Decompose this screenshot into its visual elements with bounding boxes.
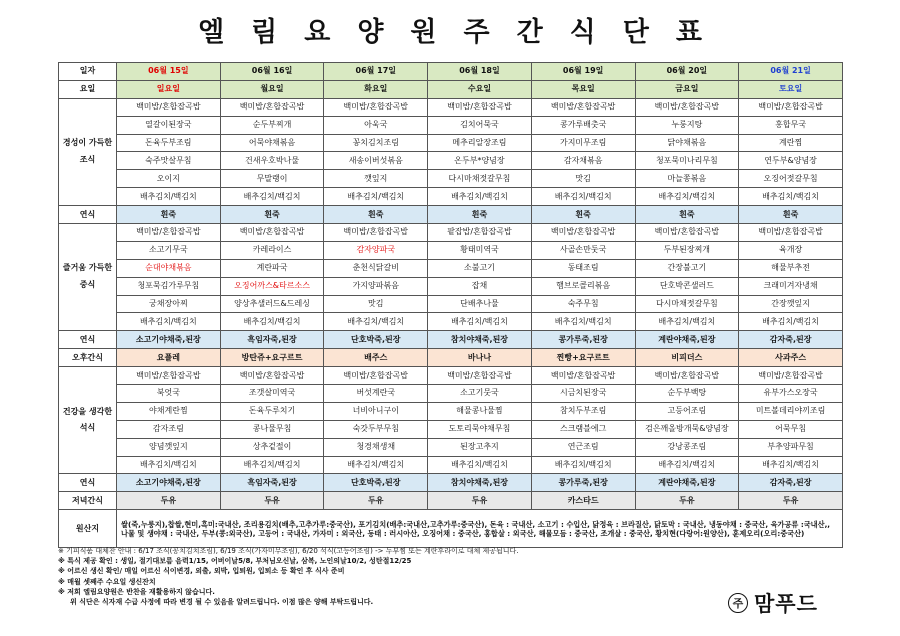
menu-item: 양상추샐러드&드레싱 [220,295,324,313]
menu-item: 단호박콘샐러드 [635,277,739,295]
logo-mark: 주 [728,593,748,613]
porridge-item: 참치야채죽,된장 [428,474,532,492]
menu-item: 배추김치/백김치 [324,313,428,331]
menu-item: 백미밥/혼합잡곡밥 [739,224,843,242]
menu-item: 연근조림 [531,438,635,456]
menu-item: 백미밥/혼합잡곡밥 [428,98,532,116]
porridge-item: 흰죽 [531,206,635,224]
menu-item: 연두부&양념장 [739,152,843,170]
pm-snack-item: 배주스 [324,349,428,367]
menu-item: 배추김치/백김치 [220,313,324,331]
pm-snack-item: 바나나 [428,349,532,367]
menu-item: 다시마채젓갈무침 [635,295,739,313]
day-cell: 화요일 [324,80,428,98]
menu-item: 배추김치/백김치 [635,313,739,331]
menu-item: 김치어묵국 [428,116,532,134]
date-cell: 06월 17일 [324,63,428,81]
menu-item: 새송이버섯볶음 [324,152,428,170]
note-special-meal: ※ 특식 제공 확인 : 생일, 절기대보름 음력1/15, 어버이날5/8, 부처님오신날, 삼복, 노인의날10/2, 성탄절12/25 [58,557,412,566]
menu-item: 백미밥/혼합잡곡밥 [117,98,221,116]
evening-snack-item: 두유 [324,492,428,510]
menu-item: 청경채생채 [324,438,428,456]
menu-item: 백미밥/혼합잡곡밥 [635,98,739,116]
day-cell: 월요일 [220,80,324,98]
menu-item: 백미밥/혼합잡곡밥 [531,98,635,116]
menu-item: 미트볼데리야끼조림 [739,402,843,420]
date-cell: 06월 18일 [428,63,532,81]
menu-item: 춘천식닭갈비 [324,259,428,277]
menu-item: 콩나물무침 [220,420,324,438]
menu-item: 꽁치김치조림 [324,134,428,152]
menu-item: 어묵무침 [739,420,843,438]
lunch-label: 즐거움 가득한 중식 [59,224,117,331]
day-label: 요일 [59,80,117,98]
menu-item: 백미밥/혼합잡곡밥 [220,224,324,242]
evening-snack-row [59,492,843,510]
menu-item: 잡채 [428,277,532,295]
porridge-item: 소고기야채죽,된장 [117,474,221,492]
menu-item: 황태미역국 [428,241,532,259]
porridge-item: 흰죽 [428,206,532,224]
menu-item: 소고기뭇국 [428,385,532,403]
menu-item: 배추김치/백김치 [324,188,428,206]
menu-item: 청포묵김가루무침 [117,277,221,295]
menu-item: 숙주맛살무침 [117,152,221,170]
pm-snack-label: 오후간식 [59,349,117,367]
menu-item: 백미밥/혼합잡곡밥 [739,367,843,385]
menu-item: 배추김치/백김치 [739,456,843,474]
dinner-label: 건강을 생각한 석식 [59,367,117,474]
date-cell: 06월 20일 [635,63,739,81]
menu-item: 배추김치/백김치 [531,188,635,206]
menu-item: 스크램블에그 [531,420,635,438]
menu-item: 메추리알장조림 [428,134,532,152]
menu-item: 마늘쫑볶음 [635,170,739,188]
porridge-item: 흰죽 [739,206,843,224]
menu-item: 백미밥/혼합잡곡밥 [739,98,843,116]
menu-item: 강낭콩조림 [635,438,739,456]
day-cell: 목요일 [531,80,635,98]
menu-item: 배추김치/백김치 [531,456,635,474]
evening-snack-item: 두유 [117,492,221,510]
menu-item: 아욱국 [324,116,428,134]
pm-snack-item: 비피더스 [635,349,739,367]
menu-item: 팥잡밥/혼합잡곡밥 [428,224,532,242]
menu-item: 검은깨올방개묵&양념장 [635,420,739,438]
pm-snack-item: 방탄쥬+요구르트 [220,349,324,367]
menu-item: 백미밥/혼합잡곡밥 [531,224,635,242]
menu-item: 닭야채볶음 [635,134,739,152]
porridge-item: 흰죽 [117,206,221,224]
note-birthday-party: ※ 매월 셋째주 수요일 생신잔치 [58,577,156,586]
menu-item: 간장불고기 [635,259,739,277]
menu-item: 백미밥/혼합잡곡밥 [531,367,635,385]
dinner-row [59,456,843,474]
porridge-item: 감자죽,된장 [739,331,843,349]
menu-item: 감자조림 [117,420,221,438]
menu-item: 백미밥/혼합잡곡밥 [635,224,739,242]
porridge-row [59,474,843,492]
porridge-item: 감자죽,된장 [739,474,843,492]
menu-item: 숙갓두부무침 [324,420,428,438]
menu-item: 오징어젓갈무침 [739,170,843,188]
menu-item: 순두부찌개 [220,116,324,134]
origin-text: 쌀(죽,누룽지),찹쌀,현미,흑미:국내산, 조리용김치(배추,고추가루:중국산), 포기김치(배추:국내산,고추가루:중국산), 돈육 : 국내산, 소고기 : 수입산, 닭정육 : 브라질산, 닭토막 : 국내산, 냉동야채 : 중국산, 육가공류 :국내산,, 나물 및 생야채 : 국내산, 두부(콩:외국산), 고등어 : 국내산, 가자미 : 외국산, 동태 : 러시아산, 오징어채 : 중국산, 홍합살 : 외국산, 해물모듬 : 중국산, 조개살 : 중국산, 황치현(다랑어:원양산), 훈제오리(오리:중국산) [117,510,843,548]
menu-item: 배추김치/백김치 [117,313,221,331]
menu-item: 백미밥/혼합잡곡밥 [220,98,324,116]
day-cell: 일요일 [117,80,221,98]
menu-item: 가지양파볶음 [324,277,428,295]
menu-item: 오징어까스&타르소스 [220,277,324,295]
menu-item: 맛김 [531,170,635,188]
dinner-row [59,420,843,438]
menu-item: 오이지 [117,170,221,188]
menu-item: 배추김치/백김치 [324,456,428,474]
notes-section [58,546,698,607]
pm-snack-item: 찐빵+요구르트 [531,349,635,367]
porridge-item: 흑임자죽,된장 [220,331,324,349]
page-title: 엘림요양원주간식단표 [198,17,729,48]
menu-item: 부추양파무침 [739,438,843,456]
evening-snack-item: 두유 [220,492,324,510]
menu-item: 건새우호박나물 [220,152,324,170]
evening-snack-item: 두유 [635,492,739,510]
menu-item: 백미밥/혼합잡곡밥 [324,224,428,242]
menu-item: 참치두부조림 [531,402,635,420]
date-cell: 06월 16일 [220,63,324,81]
breakfast-label: 경성이 가득한 조식 [59,98,117,205]
menu-item: 너비아니구이 [324,402,428,420]
menu-item: 계란찜 [739,134,843,152]
weekly-menu-table [58,62,843,548]
menu-item: 사골손만둣국 [531,241,635,259]
menu-item: 배추김치/백김치 [117,456,221,474]
note-change-notice: 위 식단은 식자재 수급 사정에 따라 변경 될 수 있음을 알려드립니다. 이점 많은 양해 부탁드립니다. [70,598,374,607]
menu-item: 청포묵미나리무침 [635,152,739,170]
porridge-row [59,331,843,349]
date-label: 일자 [59,63,117,81]
menu-item: 해물부추전 [739,259,843,277]
menu-item: 단배추나물 [428,295,532,313]
note-no-reuse: ※ 저희 엘림요양원은 반찬을 재활용하지 않습니다. [58,587,215,596]
menu-item: 시금치된장국 [531,385,635,403]
menu-item: 두부된장찌개 [635,241,739,259]
menu-item: 카레라이스 [220,241,324,259]
menu-item: 배추김치/백김치 [739,188,843,206]
menu-item: 홍합무국 [739,116,843,134]
porridge-item: 계란야채죽,된장 [635,474,739,492]
menu-item: 무말랭이 [220,170,324,188]
menu-item: 돈육두부조림 [117,134,221,152]
evening-snack-label: 저녁간식 [59,492,117,510]
menu-item: 백미밥/혼합잡곡밥 [324,367,428,385]
menu-item: 소고기무국 [117,241,221,259]
menu-item: 백미밥/혼합잡곡밥 [117,367,221,385]
menu-item: 배추김치/백김치 [428,188,532,206]
menu-item: 된장고추지 [428,438,532,456]
breakfast-row [59,170,843,188]
menu-item: 순두부백탕 [635,385,739,403]
porridge-label: 연식 [59,474,117,492]
breakfast-row [59,152,843,170]
menu-item: 백미밥/혼합잡곡밥 [220,367,324,385]
breakfast-row [59,188,843,206]
menu-item: 어묵야채볶음 [220,134,324,152]
menu-item: 북엇국 [117,385,221,403]
porridge-item: 흑임자죽,된장 [220,474,324,492]
menu-item: 콩가루배춧국 [531,116,635,134]
porridge-item: 콩가루죽,된장 [531,331,635,349]
breakfast-row [59,116,843,134]
lunch-row [59,313,843,331]
mamfood-logo [728,586,838,620]
porridge-item: 흰죽 [220,206,324,224]
day-cell: 금요일 [635,80,739,98]
menu-item: 배추김치/백김치 [635,188,739,206]
porridge-item: 계란야채죽,된장 [635,331,739,349]
day-row [59,80,843,98]
porridge-label: 연식 [59,331,117,349]
menu-item: 배추김치/백김치 [220,188,324,206]
evening-snack-item: 두유 [428,492,532,510]
menu-item: 백미밥/혼합잡곡밥 [635,367,739,385]
menu-item: 순대야채볶음 [117,259,221,277]
menu-item: 백미밥/혼합잡곡밥 [117,224,221,242]
lunch-row [59,277,843,295]
menu-item: 간장깻잎지 [739,295,843,313]
menu-item: 다시마채젓갈무침 [428,170,532,188]
menu-item: 누룽지탕 [635,116,739,134]
dinner-row [59,367,843,385]
porridge-item: 단호박죽,된장 [324,474,428,492]
menu-item: 햄브로콜리볶음 [531,277,635,295]
menu-item: 가지미무조림 [531,134,635,152]
menu-item: 궁채장아찌 [117,295,221,313]
menu-item: 온두부*양념장 [428,152,532,170]
date-row [59,63,843,81]
porridge-item: 흰죽 [324,206,428,224]
menu-item: 버섯계란국 [324,385,428,403]
menu-item: 숙주무침 [531,295,635,313]
menu-item: 배추김치/백김치 [635,456,739,474]
menu-item: 감자채볶음 [531,152,635,170]
porridge-label: 연식 [59,206,117,224]
porridge-item: 단호박죽,된장 [324,331,428,349]
porridge-item: 흰죽 [635,206,739,224]
menu-item: 열갈이된장국 [117,116,221,134]
porridge-item: 소고기야채죽,된장 [117,331,221,349]
menu-item: 고등어조림 [635,402,739,420]
lunch-row [59,241,843,259]
menu-item: 배추김치/백김치 [531,313,635,331]
evening-snack-item: 두유 [739,492,843,510]
menu-item: 맛김 [324,295,428,313]
day-cell: 토요일 [739,80,843,98]
lunch-row [59,295,843,313]
date-cell: 06월 19일 [531,63,635,81]
pm-snack-row [59,349,843,367]
menu-item: 배추김치/백김치 [428,313,532,331]
menu-item: 양념깻잎지 [117,438,221,456]
menu-item: 배추김치/백김치 [117,188,221,206]
menu-item: 소불고기 [428,259,532,277]
note-substitute: ※ 기피식품 대체찬 안내 : 6/17 조식(꽁치김치조림), 6/19 조식(가자미무조림), 6/20 석식(고등어조림) -> 두부찜 또는 계란후라이로 대체 제공됩니다. [58,547,519,555]
origin-row [59,510,843,548]
menu-item: 도토리묵야채무침 [428,420,532,438]
origin-label: 원산지 [59,510,117,548]
porridge-item: 참치야채죽,된장 [428,331,532,349]
breakfast-row [59,98,843,116]
menu-item: 상추겉절이 [220,438,324,456]
logo-name: 맘푸드 [754,592,818,616]
menu-item: 백미밥/혼합잡곡밥 [324,98,428,116]
pm-snack-item: 요플레 [117,349,221,367]
dinner-row [59,385,843,403]
lunch-row [59,259,843,277]
dinner-row [59,402,843,420]
date-cell: 06월 15일 [117,63,221,81]
menu-item: 배추김치/백김치 [739,313,843,331]
porridge-row [59,206,843,224]
menu-item: 배추김치/백김치 [220,456,324,474]
menu-item: 감자양파국 [324,241,428,259]
breakfast-row [59,134,843,152]
porridge-item: 콩가루죽,된장 [531,474,635,492]
menu-item: 조갯살미역국 [220,385,324,403]
menu-item: 돈육두루치기 [220,402,324,420]
menu-item: 유부가스오장국 [739,385,843,403]
lunch-row [59,224,843,242]
evening-snack-item: 카스타드 [531,492,635,510]
note-birthday-check: ※ 어르신 생신 확인/ 매일 어르신 식이변경, 외출, 외박, 입퇴원, 입퇴소 등 확인 후 식사 준비 [58,567,345,576]
pm-snack-item: 사과주스 [739,349,843,367]
menu-item: 해물콩나물찜 [428,402,532,420]
menu-item: 배추김치/백김치 [428,456,532,474]
date-cell: 06월 21일 [739,63,843,81]
menu-item: 동태조림 [531,259,635,277]
menu-item: 깻잎지 [324,170,428,188]
day-cell: 수요일 [428,80,532,98]
menu-item: 백미밥/혼합잡곡밥 [428,367,532,385]
menu-item: 계란파국 [220,259,324,277]
dinner-row [59,438,843,456]
menu-item: 야채계란찜 [117,402,221,420]
menu-item: 육개장 [739,241,843,259]
menu-item: 크래미겨자냉채 [739,277,843,295]
